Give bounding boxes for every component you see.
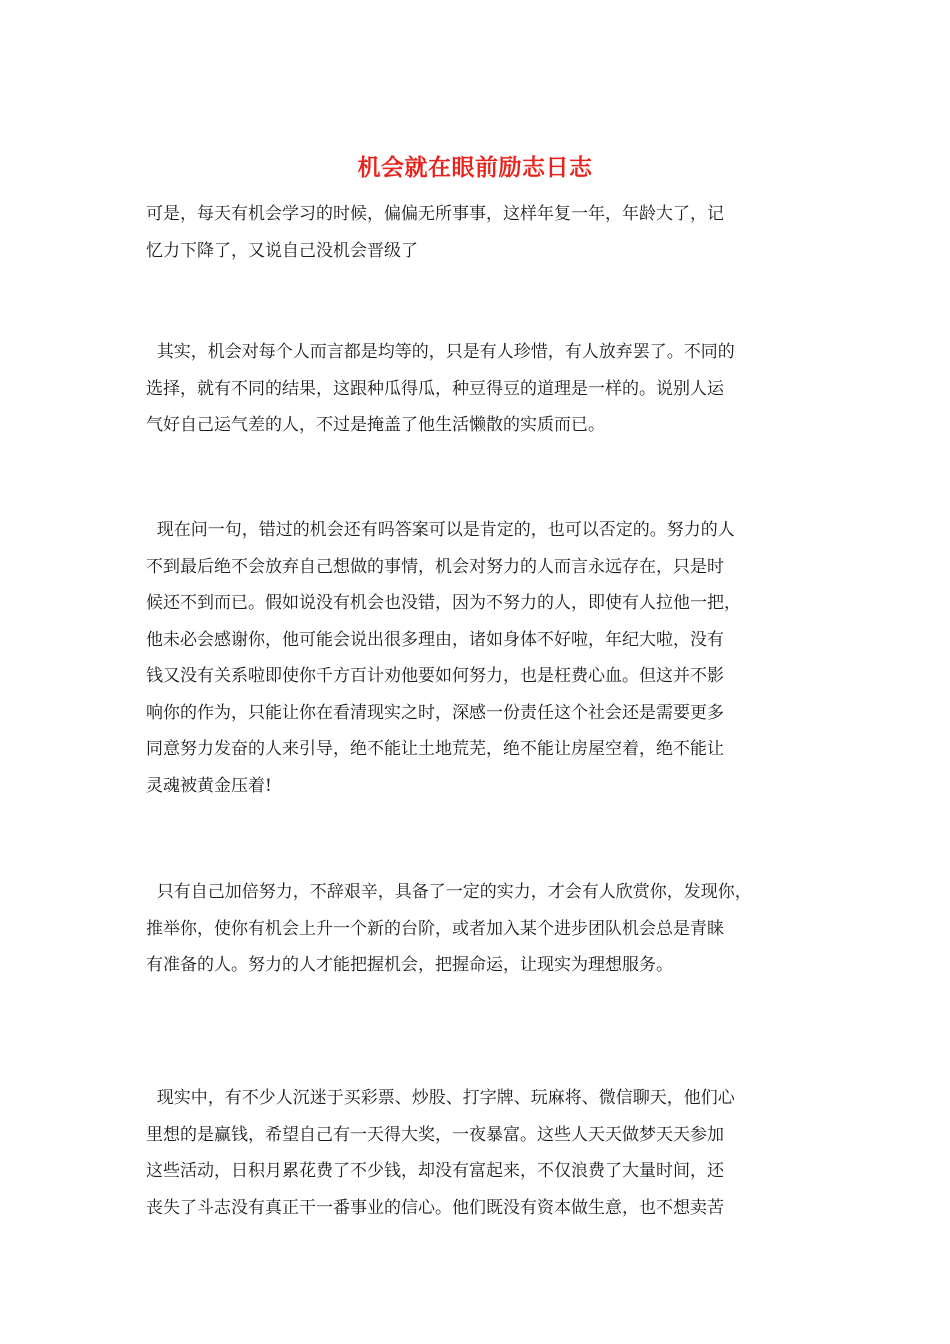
- paragraph-line: 里想的是赢钱，希望自己有一天得大奖，一夜暴富。这些人天天做梦天天参加: [146, 1124, 724, 1145]
- paragraph-line: 现实中，有不少人沉迷于买彩票、炒股、打字牌、玩麻将、微信聊天，他们心: [146, 1088, 735, 1108]
- paragraph-line: 气好自己运气差的人，不过是掩盖了他生活懒散的实质而已。: [146, 415, 605, 435]
- paragraph-line: 有准备的人。努力的人才能把握机会，把握命运，让现实为理想服务。: [146, 955, 673, 975]
- paragraph-line: 钱又没有关系啦即使你千方百计劝他要如何努力，也是枉费心血。但这并不影: [146, 666, 724, 686]
- paragraph-line: 只有自己加倍努力，不辞艰辛，具备了一定的实力，才会有人欣赏你，发现你，: [146, 882, 752, 902]
- paragraph-line: 候还不到而已。假如说没有机会也没错，因为不努力的人，即使有人拉他一把，: [146, 593, 741, 613]
- paragraph-line: 响你的作为，只能让你在看清现实之时，深感一份责任这个社会还是需要更多: [146, 702, 724, 723]
- paragraph-line: 灵魂被黄金压着!: [146, 775, 272, 796]
- paragraph-3: [146, 512, 806, 804]
- document-title: 机会就在眼前励志日志: [357, 154, 593, 181]
- paragraph-line: 他未必会感谢你，他可能会说出很多理由，诸如身体不好啦，年纪大啦，没有: [146, 629, 724, 650]
- paragraph-line: 推举你，使你有机会上升一个新的台阶，或者加入某个进步团队机会总是青睐: [146, 918, 724, 939]
- paragraph-line: 可是，每天有机会学习的时候，偏偏无所事事，这样年复一年，年龄大了，记: [146, 204, 724, 224]
- paragraph-line: 忆力下降了，又说自己没机会晋级了: [146, 240, 418, 261]
- paragraph-line: 其实，机会对每个人而言都是均等的，只是有人珍惜，有人放弃罢了。不同的: [146, 342, 735, 362]
- paragraph-1: [146, 196, 806, 269]
- paragraph-line: 同意努力发奋的人来引导，绝不能让土地荒芜，绝不能让房屋空着，绝不能让: [146, 739, 724, 759]
- paragraph-4: [146, 874, 806, 984]
- paragraph-line: 选择，就有不同的结果，这跟种瓜得瓜，种豆得豆的道理是一样的。说别人运: [146, 378, 724, 399]
- paragraph-line: 丧失了斗志没有真正干一番事业的信心。他们既没有资本做生意，也不想卖苦: [146, 1197, 724, 1218]
- paragraph-line: 这些活动，日积月累花费了不少钱，却没有富起来，不仅浪费了大量时间，还: [146, 1161, 724, 1181]
- paragraph-line: 现在问一句，错过的机会还有吗答案可以是肯定的，也可以否定的。努力的人: [146, 520, 735, 540]
- paragraph-2: [146, 334, 806, 444]
- paragraph-5: [146, 1080, 806, 1226]
- paragraph-line: 不到最后绝不会放弃自己想做的事情，机会对努力的人而言永远存在，只是时: [146, 556, 724, 577]
